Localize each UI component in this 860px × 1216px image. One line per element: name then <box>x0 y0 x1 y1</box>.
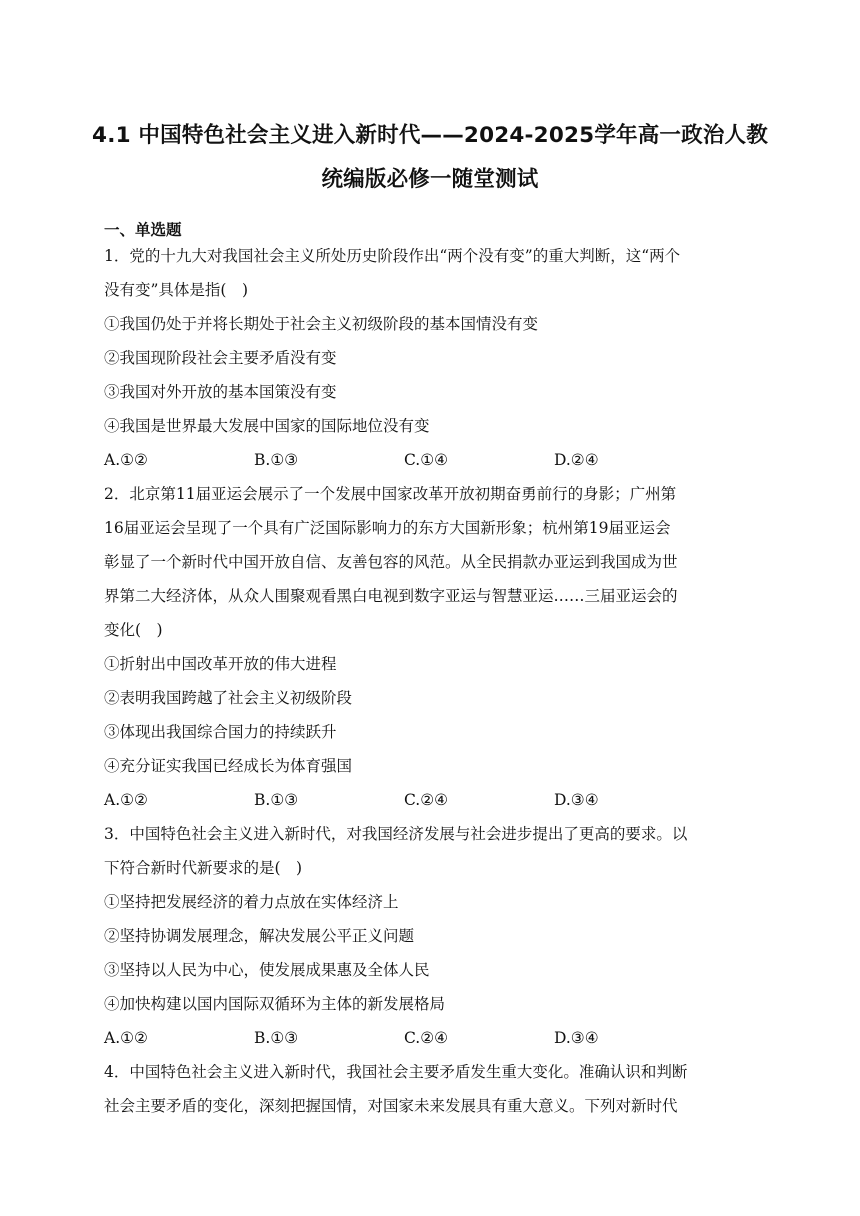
q2-option-c: C.②④ <box>404 791 449 809</box>
q3-option-d: D.③④ <box>554 1029 599 1047</box>
q2-statement-2: ②表明我国跨越了社会主义初级阶段 <box>104 689 353 707</box>
q2-option-a: A.①② <box>104 791 148 809</box>
q3-option-c: C.②④ <box>404 1029 449 1047</box>
q2-statement-3: ③体现出我国综合国力的持续跃升 <box>104 723 337 741</box>
q1-option-b: B.①③ <box>254 451 299 469</box>
document-title <box>80 114 780 202</box>
q1-statement-4: ④我国是世界最大发展中国家的国际地位没有变 <box>104 417 430 435</box>
q1-option-c: C.①④ <box>404 451 449 469</box>
q1-statement-1: ①我国仍处于并将长期处于社会主义初级阶段的基本国情没有变 <box>104 315 539 333</box>
title-line-1: 4.1 中国特色社会主义进入新时代——2024-2025学年高一政治人教 <box>92 123 768 148</box>
q1-statement-3: ③我国对外开放的基本国策没有变 <box>104 383 337 401</box>
q2-statement-4: ④充分证实我国已经成长为体育强国 <box>104 757 353 775</box>
q3-option-b: B.①③ <box>254 1029 299 1047</box>
q4-stem-line-2: 社会主要矛盾的变化，深刻把握国情，对国家未来发展具有重大意义。下列对新时代 <box>104 1097 678 1115</box>
q1-stem-line-1: 1．党的十九大对我国社会主义所处历史阶段作出“两个没有变”的重大判断，这“两个 <box>104 247 681 265</box>
q1-option-a: A.①② <box>104 451 148 469</box>
q3-statement-1: ①坚持把发展经济的着力点放在实体经济上 <box>104 893 399 911</box>
q2-stem-line-1: 2．北京第11届亚运会展示了一个发展中国家改革开放初期奋勇前行的身影；广州第 <box>104 485 677 503</box>
q1-option-d: D.②④ <box>554 451 599 469</box>
q2-option-b: B.①③ <box>254 791 299 809</box>
q3-statement-4: ④加快构建以国内国际双循环为主体的新发展格局 <box>104 995 446 1013</box>
q2-stem-line-3: 彰显了一个新时代中国开放自信、友善包容的风范。从全民捐款办亚运到我国成为世 <box>104 553 678 571</box>
q3-stem-line-2: 下符合新时代新要求的是( ) <box>104 859 303 877</box>
q4-stem-line-1: 4．中国特色社会主义进入新时代，我国社会主要矛盾发生重大变化。准确认识和判断 <box>104 1063 688 1081</box>
section-heading: 一、单选题 <box>104 221 182 239</box>
q3-statement-2: ②坚持协调发展理念，解决发展公平正义问题 <box>104 927 415 945</box>
q2-stem-line-4: 界第二大经济体，从众人围聚观看黑白电视到数字亚运与智慧亚运……三届亚运会的 <box>104 587 678 605</box>
q2-stem-line-2: 16届亚运会呈现了一个具有广泛国际影响力的东方大国新形象；杭州第19届亚运会 <box>104 519 671 537</box>
q2-stem-line-5: 变化( ) <box>104 621 163 639</box>
q3-statement-3: ③坚持以人民为中心，使发展成果惠及全体人民 <box>104 961 430 979</box>
q1-stem-line-2: 没有变”具体是指( ) <box>104 281 249 299</box>
q3-option-a: A.①② <box>104 1029 148 1047</box>
q1-statement-2: ②我国现阶段社会主要矛盾没有变 <box>104 349 337 367</box>
title-line-2: 统编版必修一随堂测试 <box>321 167 539 192</box>
q3-stem-line-1: 3．中国特色社会主义进入新时代，对我国经济发展与社会进步提出了更高的要求。以 <box>104 825 688 843</box>
q2-statement-1: ①折射出中国改革开放的伟大进程 <box>104 655 337 673</box>
q2-option-d: D.③④ <box>554 791 599 809</box>
